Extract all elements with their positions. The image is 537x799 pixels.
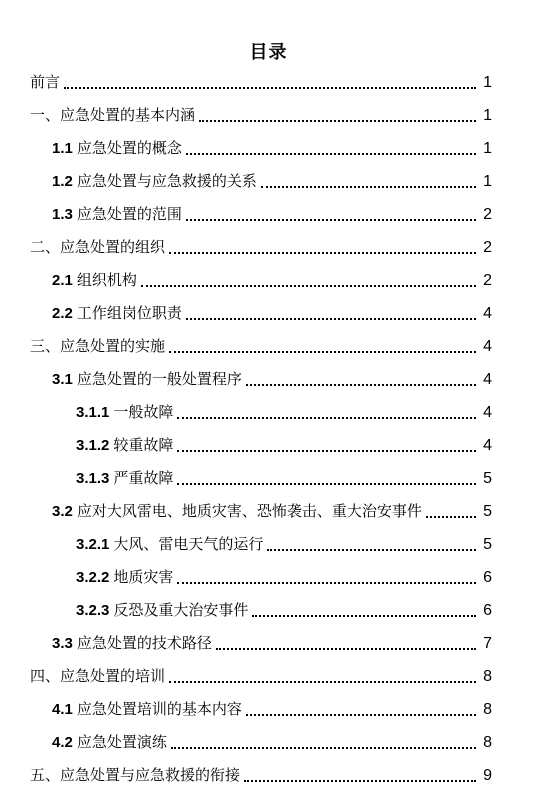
- toc-entry-label: 前言: [30, 73, 61, 91]
- toc-entry[interactable]: [52, 495, 492, 528]
- toc-entry[interactable]: [52, 627, 492, 660]
- toc-entry[interactable]: [52, 165, 492, 198]
- dot-leader: [141, 285, 476, 287]
- toc-entry-label: 一般故障: [113, 403, 174, 421]
- toc-entry[interactable]: [52, 132, 492, 165]
- toc-entry[interactable]: [76, 528, 492, 561]
- toc-entry-number: 3.2.1: [76, 536, 110, 553]
- toc-entry[interactable]: [52, 693, 492, 726]
- toc-entry-page-number: 4: [483, 371, 492, 388]
- toc-entry-page-number: 2: [483, 206, 492, 223]
- toc-entry-page-number: 4: [483, 338, 492, 355]
- toc-entry-number: 1.1: [52, 140, 73, 157]
- toc-entry-label: 应急处置与应急救援的关系: [76, 172, 257, 190]
- toc-entry-page-number: 2: [483, 272, 492, 289]
- toc-entry[interactable]: [76, 561, 492, 594]
- toc-entry-page-number: 8: [483, 668, 492, 685]
- toc-entry-number: 3.3: [52, 635, 73, 652]
- toc-entry-page-number: 1: [483, 107, 492, 124]
- toc-entry-number: 3.1: [52, 371, 73, 388]
- toc-entry[interactable]: [76, 594, 492, 627]
- toc-entry-label: 五、应急处置与应急救援的衔接: [30, 766, 241, 784]
- toc-entry-label: 应急处置培训的基本内容: [76, 700, 242, 718]
- dot-leader: [252, 615, 476, 617]
- toc-entry-page-number: 1: [483, 173, 492, 190]
- toc-entry-label: 反恐及重大治安事件: [113, 601, 249, 619]
- dot-leader: [169, 351, 476, 353]
- toc-entry-label: 三、应急处置的实施: [30, 337, 166, 355]
- dot-leader: [64, 87, 476, 89]
- dot-leader: [186, 153, 476, 155]
- toc-entry[interactable]: [52, 363, 492, 396]
- toc-entry-number: 1.2: [52, 173, 73, 190]
- toc-entry-label: 较重故障: [113, 436, 174, 454]
- toc-entry-page-number: 4: [483, 437, 492, 454]
- toc-entry-label: 应急处置的范围: [76, 205, 182, 223]
- dot-leader: [246, 714, 476, 716]
- toc-entry-label: 应急处置的一般处置程序: [76, 370, 242, 388]
- toc-entry[interactable]: [30, 330, 492, 363]
- toc-entry-page-number: 6: [483, 569, 492, 586]
- dot-leader: [177, 582, 476, 584]
- dot-leader: [186, 318, 476, 320]
- toc-entry[interactable]: [30, 759, 492, 792]
- dot-leader: [169, 252, 476, 254]
- toc-entry-page-number: 9: [483, 767, 492, 784]
- toc-entry[interactable]: [52, 198, 492, 231]
- toc-entry-number: 3.2: [52, 503, 73, 520]
- toc-entry-page-number: 4: [483, 305, 492, 322]
- toc-entry-label: 应急处置的技术路径: [76, 634, 212, 652]
- dot-leader: [186, 219, 476, 221]
- toc-entry[interactable]: [30, 66, 492, 99]
- toc-entry-label: 二、应急处置的组织: [30, 238, 166, 256]
- toc-entry-number: 4.2: [52, 734, 73, 751]
- toc-entry-number: 1.3: [52, 206, 73, 223]
- toc-entry-label: 组织机构: [76, 271, 137, 289]
- toc-entry-page-number: 1: [483, 74, 492, 91]
- toc-entry[interactable]: [52, 726, 492, 759]
- toc-entry-page-number: 1: [483, 140, 492, 157]
- dot-leader: [177, 483, 476, 485]
- dot-leader: [199, 120, 476, 122]
- dot-leader: [171, 747, 476, 749]
- dot-leader: [261, 186, 476, 188]
- toc-entry-number: 3.2.2: [76, 569, 110, 586]
- toc-entry-number: 3.1.3: [76, 470, 110, 487]
- toc-entry-number: 3.1.1: [76, 404, 110, 421]
- toc-entry-number: 2.1: [52, 272, 73, 289]
- toc-entry-page-number: 7: [483, 635, 492, 652]
- dot-leader: [177, 417, 476, 419]
- toc-entry-page-number: 5: [483, 470, 492, 487]
- dot-leader: [177, 450, 476, 452]
- toc-entry-number: 2.2: [52, 305, 73, 322]
- toc-entry-page-number: 5: [483, 536, 492, 553]
- toc-entry-number: 4.1: [52, 701, 73, 718]
- toc-entry-label: 地质灾害: [113, 568, 174, 586]
- toc-entry-label: 应对大风雷电、地质灾害、恐怖袭击、重大治安事件: [76, 502, 422, 520]
- toc-entry-label: 应急处置的概念: [76, 139, 182, 157]
- dot-leader: [246, 384, 476, 386]
- toc-entry-label: 四、应急处置的培训: [30, 667, 166, 685]
- toc-entry-page-number: 2: [483, 239, 492, 256]
- toc-entry[interactable]: [30, 660, 492, 693]
- toc-entry-page-number: 8: [483, 701, 492, 718]
- toc-entry[interactable]: [52, 297, 492, 330]
- toc-entry-page-number: 6: [483, 602, 492, 619]
- toc-entry[interactable]: [76, 396, 492, 429]
- dot-leader: [426, 516, 476, 518]
- toc-entry-label: 应急处置演练: [76, 733, 167, 751]
- dot-leader: [244, 780, 476, 782]
- toc-entry-label: 一、应急处置的基本内涵: [30, 106, 196, 124]
- toc-entry[interactable]: [30, 99, 492, 132]
- toc-entry-number: 3.2.3: [76, 602, 110, 619]
- toc-entry[interactable]: [30, 231, 492, 264]
- toc-entry-label: 工作组岗位职责: [76, 304, 182, 322]
- page-title: 目录: [249, 42, 288, 63]
- toc-entry[interactable]: [76, 429, 492, 462]
- toc-entry-page-number: 5: [483, 503, 492, 520]
- toc-entry-label: 大风、雷电天气的运行: [113, 535, 264, 553]
- dot-leader: [169, 681, 476, 683]
- toc-entry-page-number: 8: [483, 734, 492, 751]
- toc-entry[interactable]: [76, 462, 492, 495]
- toc-entry[interactable]: [52, 264, 492, 297]
- dot-leader: [216, 648, 476, 650]
- toc-entry-page-number: 4: [483, 404, 492, 421]
- toc-entry-number: 3.1.2: [76, 437, 110, 454]
- toc-entry-label: 严重故障: [113, 469, 174, 487]
- dot-leader: [267, 549, 476, 551]
